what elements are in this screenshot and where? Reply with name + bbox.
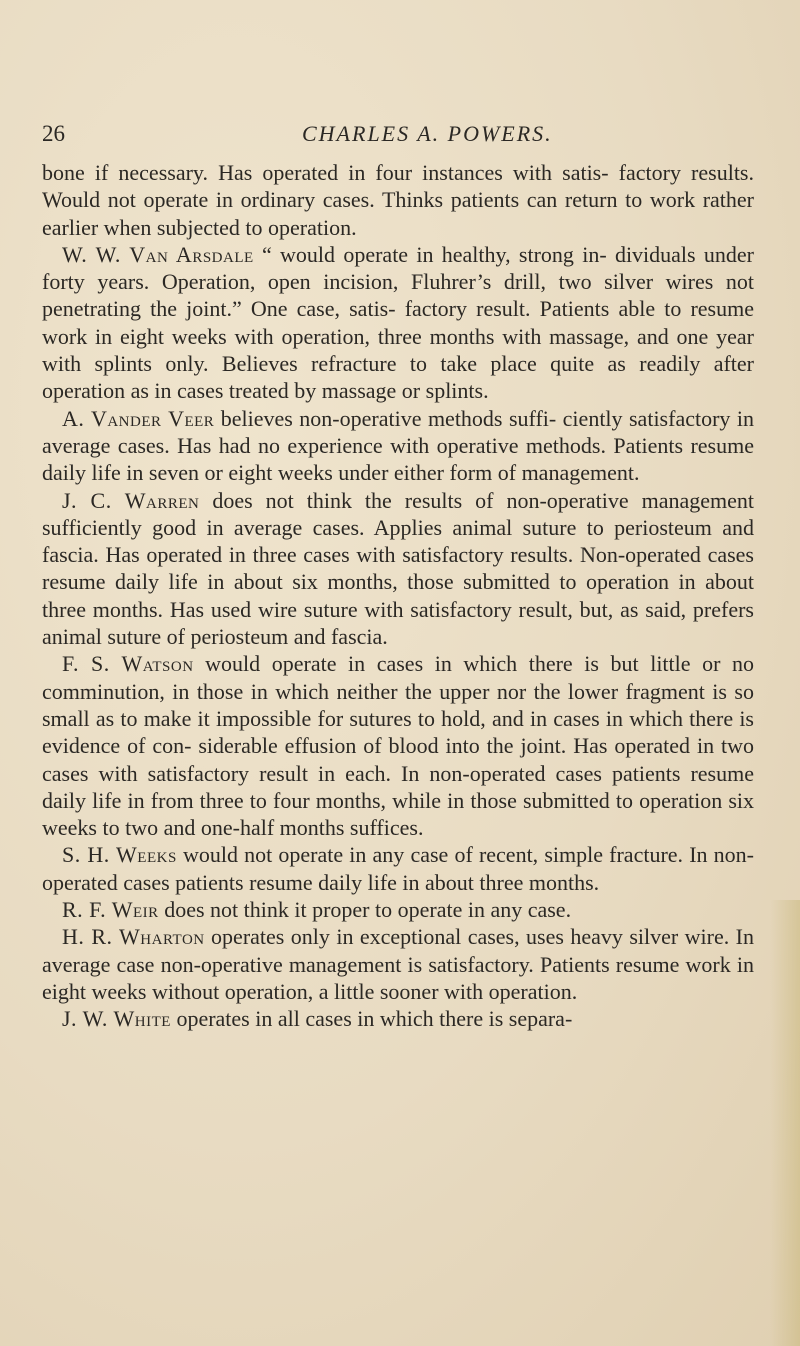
paragraph-continuation (42, 159, 754, 241)
paragraph-watson (42, 650, 754, 841)
paragraph-text: operates only in exceptional cases, uses heavy silver wire. In average case non-operative management is satisfactory. Patients resume work in eight weeks without operation, a little sooner with operation. (42, 924, 754, 1004)
paragraph-text: “ would operate in healthy, strong in- dividuals under forty years. Operation, open incision, Fluhrer’s drill, two silver wires not penetrating the joint.” One case, satis- factory result. Patients able to resume work in eight weeks with operation, three months with massage, and one year with splints only. Believes refracture to take place quite as readily after operation as in cases treated by massage or splints. (42, 241, 754, 404)
paragraph-warren (42, 487, 754, 651)
paragraph-text: does not think it proper to operate in any case. (158, 897, 572, 923)
paragraph-text: does not think the results of non-operative management sufficiently good in average cases. Applies animal suture to periosteum and fascia. Has operated in three cases with satisfactory results. Non-operated cases resume daily life in about six months, those submitted to operation in about three months. Has used wire suture with satisfactory result, but, as said, prefers animal suture of periosteum and fascia. (42, 487, 754, 650)
surgeon-name: J. C. Warren (62, 487, 200, 513)
surgeon-name: A. Vander Veer (62, 405, 215, 431)
running-head: CHARLES A. POWERS. (302, 121, 553, 146)
paragraph-text: would not operate in any case of recent, simple fracture. In non-operated cases patients resume daily life in about three months. (42, 842, 754, 895)
paragraph-wharton (42, 923, 754, 1005)
paragraph-vander-veer (42, 405, 754, 487)
surgeon-name: W. W. Van Arsdale (62, 241, 254, 267)
surgeon-name: H. R. Wharton (62, 924, 205, 950)
paragraph-text: operates in all cases in which there is separa- (170, 1006, 573, 1032)
paragraph-text: would operate in cases in which there is but little or no comminution, in those in which neither the upper nor the lower fragment is so small as to make it impossible for sutures to hold, and in cases in which there is evidence of con- siderable effusion of blood into the joint. Has operated in two cases with satisfactory result in each. In non-operated cases patients resume daily life in from three to four months, while in those submitted to operation six weeks to two and one-half months suffices. (42, 651, 755, 841)
surgeon-name: J. W. White (62, 1006, 171, 1032)
surgeon-name: S. H. Weeks (62, 842, 177, 868)
paragraph-white (42, 1005, 754, 1032)
paragraph-text: bone if necessary. Has operated in four instances with satis- factory results. Would not operate in ordinary cases. Thinks patients can return to work rather earlier when subjected to operation. (42, 160, 754, 240)
paragraph-van-arsdale (42, 241, 754, 405)
paragraph-text: believes non-operative methods suffi- ciently satisfactory in average cases. Has had no experience with operative methods. Patients resume daily life in seven or eight weeks under either form of management. (42, 405, 754, 486)
page-edge-stain (770, 900, 800, 1346)
surgeon-name: R. F. Weir (62, 897, 159, 923)
paragraph-weeks (42, 841, 754, 896)
body-text (42, 159, 754, 1033)
paragraph-weir (42, 896, 754, 923)
page-header (42, 121, 758, 153)
page-number: 26 (42, 121, 65, 146)
surgeon-name: F. S. Watson (62, 651, 194, 677)
